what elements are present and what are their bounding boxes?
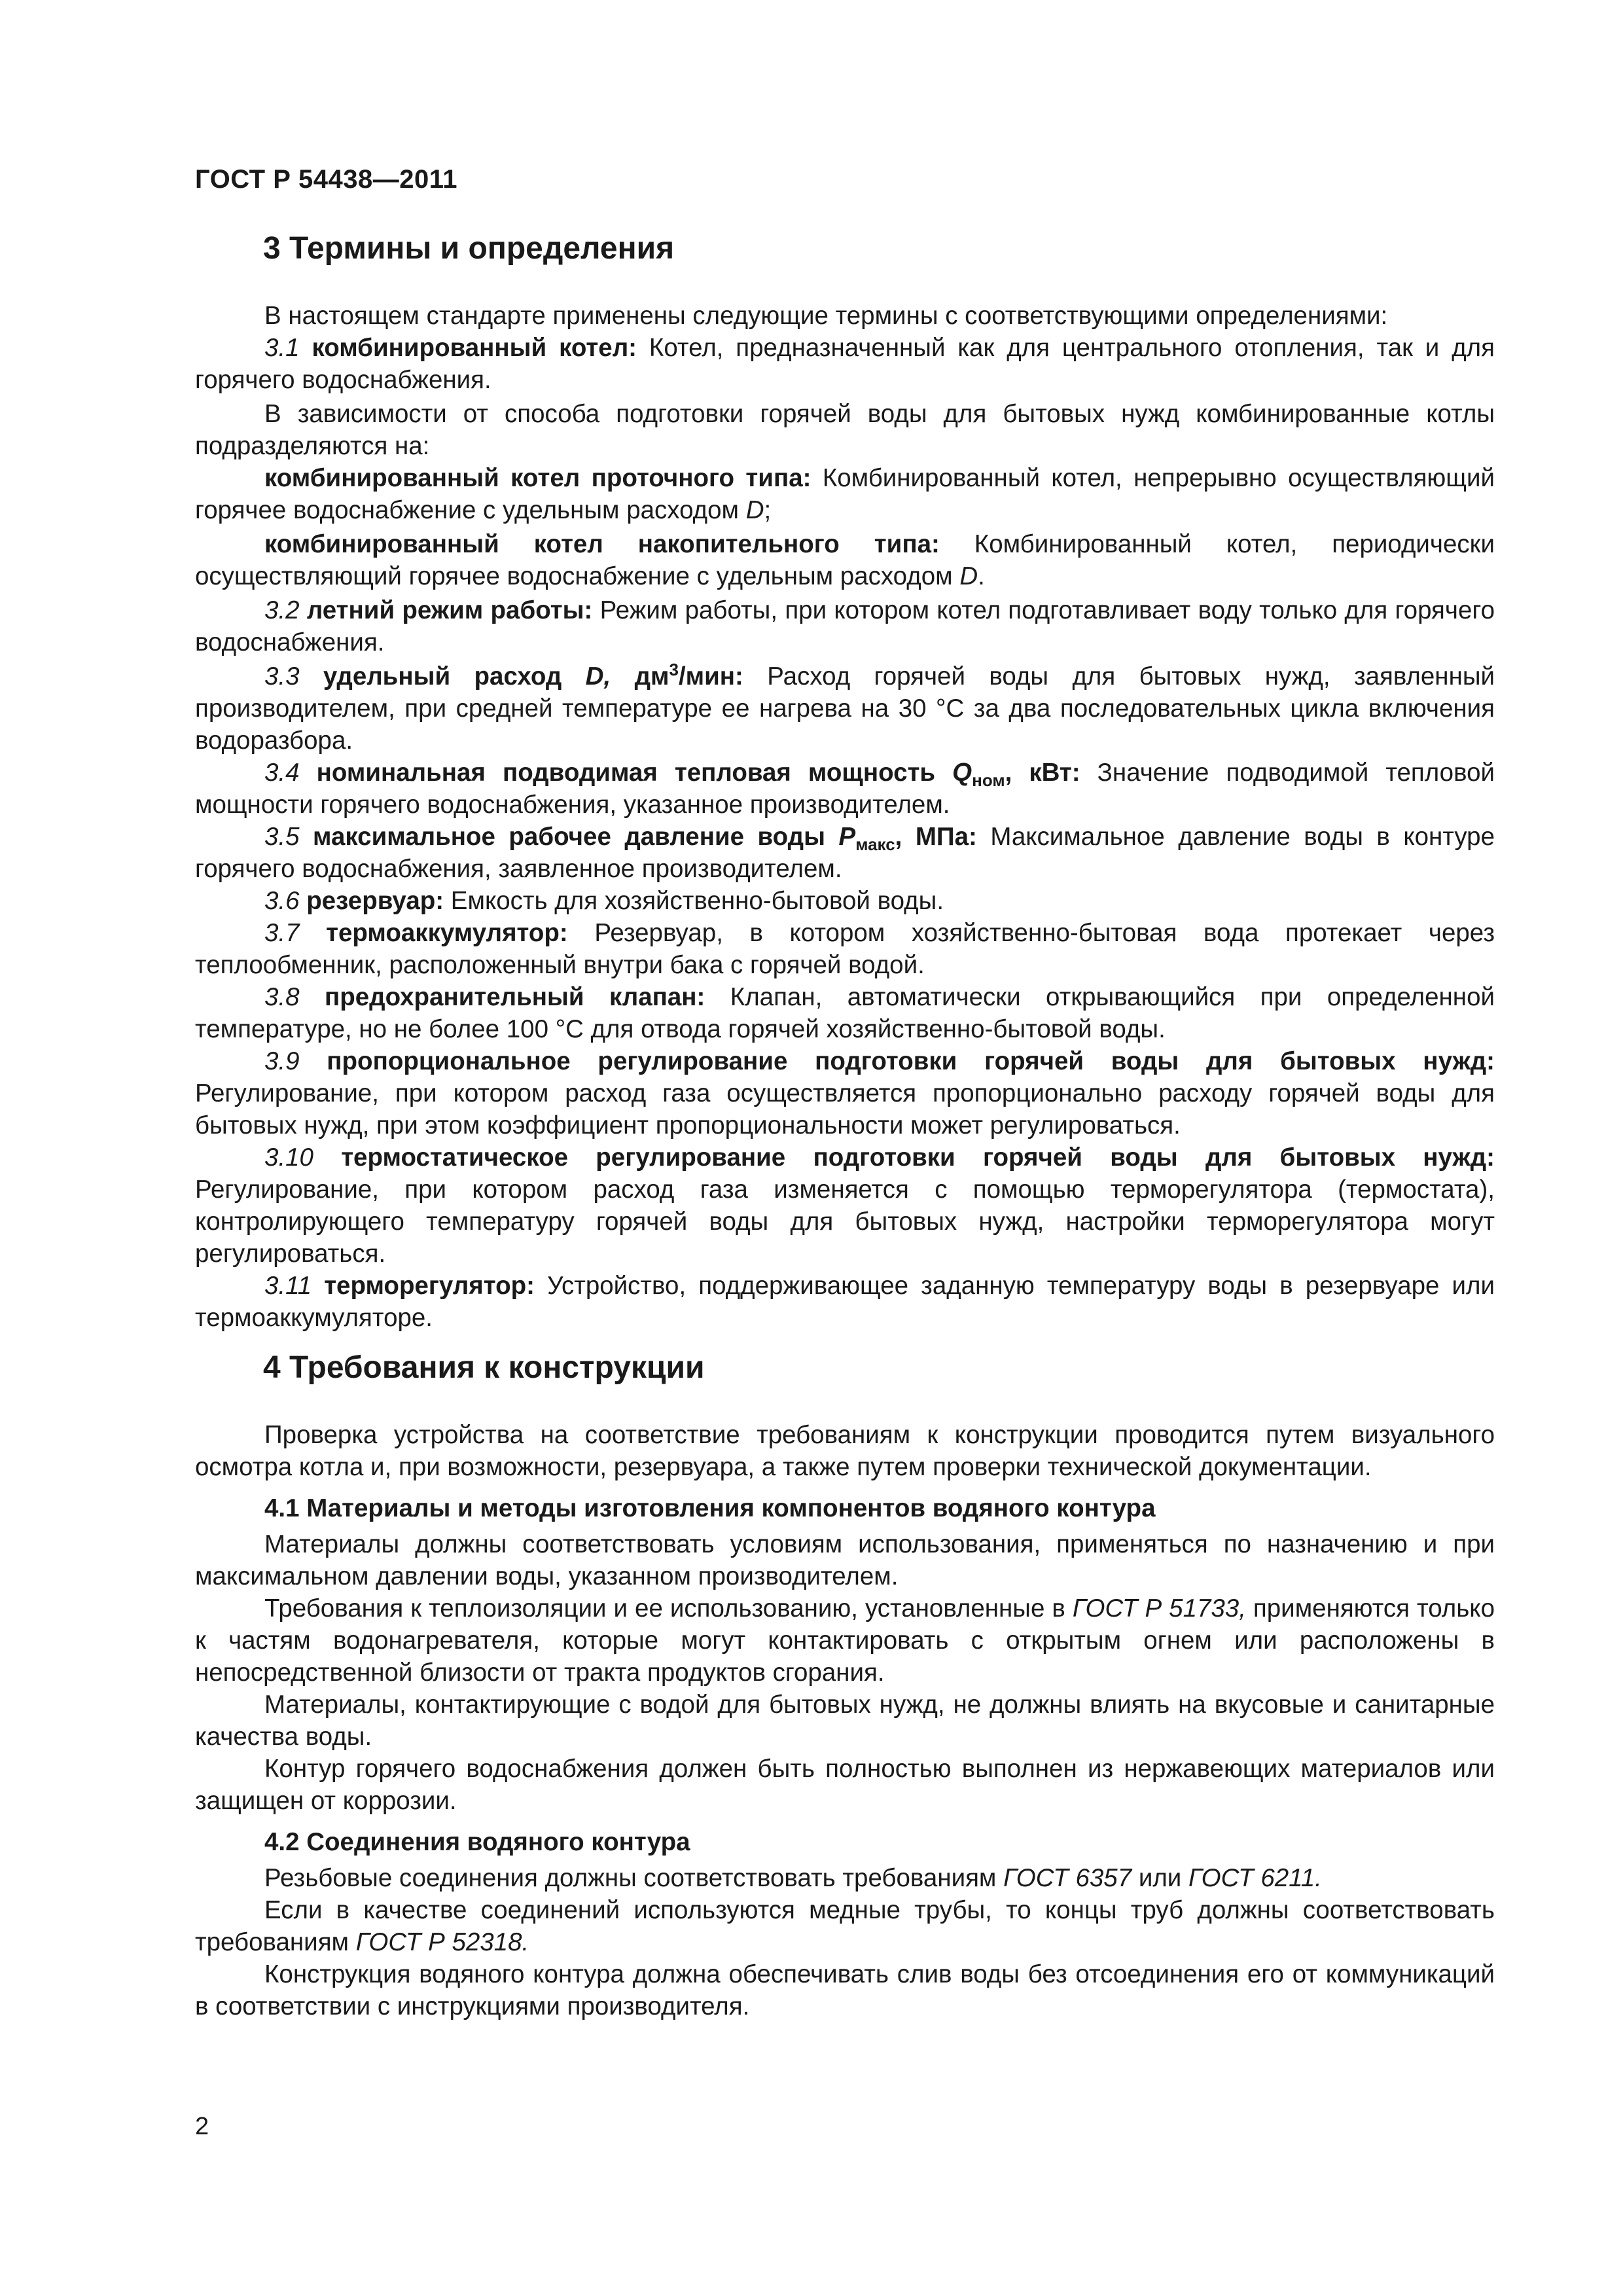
term-number: 3.10: [264, 1143, 313, 1172]
term-name: комбинированный котел:: [312, 334, 637, 362]
term-number: 3.3: [264, 662, 300, 691]
term-definition: Режим работы, при котором котел подготавливает воду только для горячего водоснабжения.: [195, 596, 1495, 656]
section-4-body: [195, 1419, 1495, 2022]
standard-reference: ГОСТ 6357: [1003, 1864, 1132, 1892]
term-name: комбинированный котел накопительного типа:: [264, 530, 940, 558]
paragraph: Материалы, контактирующие с водой для бытовых нужд, не должны влиять на вкусовые и санитарные качества воды.: [195, 1691, 1495, 1751]
term-name: номинальная подводимая тепловая мощность $Q_{ном}$, кВт:: [316, 759, 1080, 790]
section-4-intro: Проверка устройства на соответствие требованиям к конструкции проводится путем визуального осмотра котла и, при возможности, резервуара, а также путем проверки технической документации.: [195, 1421, 1495, 1481]
term-storage-type: [195, 528, 1495, 592]
term-3-1: [195, 332, 1495, 396]
term-number: 3.7: [264, 919, 300, 947]
variable: D: [959, 562, 978, 590]
term-name: удельный расход D, $дм^3$/мин:: [323, 660, 743, 691]
paragraph: Если в качестве соединений используются медные трубы, то концы труб должны соответствовать требованиям ГОСТ Р 52318.: [195, 1896, 1495, 1956]
paragraph: Требования к теплоизоляции и ее использованию, установленные в ГОСТ Р 51733, применяются только к частям водонагревателя, которые могут контактировать с открытым огнем или расположены в непосредственной близости от тракта продуктов сгорания.: [195, 1594, 1495, 1687]
standard-reference: ГОСТ 6211.: [1188, 1864, 1322, 1892]
term-3-2: [195, 594, 1495, 658]
term-name: термоаккумулятор:: [326, 919, 568, 947]
section-3-body: [195, 300, 1495, 1334]
standard-reference: ГОСТ Р 52318.: [355, 1928, 529, 1956]
term-definition: Регулирование, при котором расход газа изменяется с помощью терморегулятора (термостата), контролирующего температуру горячей воды для бытовых нужд, настройки терморегулятора могут регулироваться.: [195, 1175, 1495, 1268]
term-definition: Котел, предназначенный как для центрального отопления, так и для горячего водоснабжения.: [195, 334, 1495, 394]
term-3-9: [195, 1045, 1495, 1141]
term-flow-type: [195, 462, 1495, 526]
term-3-11: [195, 1270, 1495, 1334]
subsection-4-1-title: 4.1 Материалы и методы изготовления компонентов водяного контура: [264, 1494, 1156, 1522]
paragraph: Конструкция водяного контура должна обеспечивать слив воды без отсоединения его от коммуникаций в соответствии с инструкциями производителя.: [195, 1960, 1495, 2020]
term-3-10: [195, 1141, 1495, 1270]
variable: P: [838, 823, 856, 851]
section-3-intro: В настоящем стандарте применены следующие термины с соответствующими определениями:: [264, 302, 1388, 330]
subscript: ном: [972, 770, 1005, 790]
term-definition: Регулирование, при котором расход газа осуществляется пропорционально расходу горячей воды для бытовых нужд, при этом коэффициент пропорциональности может регулироваться.: [195, 1079, 1495, 1139]
term-definition: Комбинированный котел, непрерывно осуществляющий горячее водоснабжение с удельным расходом: [195, 464, 1495, 524]
term-3-7: [195, 917, 1495, 981]
subsection-4-2-title: 4.2 Соединения водяного контура: [264, 1828, 690, 1856]
term-3-8: [195, 981, 1495, 1045]
term-name: комбинированный котел проточного типа:: [264, 464, 812, 492]
term-3-4: [195, 757, 1495, 821]
term-number: 3.1: [264, 334, 300, 362]
term-name: резервуар:: [306, 887, 444, 915]
term-3-5: [195, 821, 1495, 885]
term-definition: Комбинированный котел, периодически осуществляющий горячее водоснабжение с удельным расходом: [195, 530, 1495, 590]
term-name: максимальное рабочее давление воды $P_{макс}$, МПа:: [313, 823, 977, 854]
term-number: 3.4: [264, 759, 300, 787]
term-number: 3.8: [264, 983, 300, 1011]
term-name: термостатическое регулирование подготовки горячей воды для бытовых нужд:: [341, 1143, 1495, 1172]
punctuation: ;: [764, 496, 772, 524]
term-3-6: [195, 885, 1495, 917]
variable: D,: [585, 662, 611, 691]
punctuation: .: [978, 562, 985, 590]
term-number: 3.11: [264, 1272, 312, 1300]
subscript: макс: [855, 834, 895, 854]
document-header: ГОСТ Р 54438—2011: [195, 165, 457, 194]
variable: D: [745, 496, 764, 524]
term-name: пропорциональное регулирование подготовки горячей воды для бытовых нужд:: [327, 1047, 1495, 1075]
term-definition: Значение подводимой тепловой мощности горячего водоснабжения, указанное производителем.: [195, 759, 1495, 819]
section-3-title: 3 Термины и определения: [263, 231, 675, 266]
term-definition: Расход горячей воды для бытовых нужд, заявленный производителем, при средней температуре ее нагрева на 30 °С за два последовательных цикла включения водоразбора.: [195, 662, 1495, 755]
term-definition: Резервуар, в котором хозяйственно-бытовая вода протекает через теплообменник, расположенный внутри бака с горячей водой.: [195, 919, 1495, 979]
section-4-title: 4 Требования к конструкции: [263, 1350, 705, 1385]
paragraph: Контур горячего водоснабжения должен быть полностью выполнен из нержавеющих материалов или защищен от коррозии.: [195, 1755, 1495, 1815]
term-number: 3.5: [264, 823, 300, 851]
term-3-3: [195, 660, 1495, 757]
paragraph: Резьбовые соединения должны соответствовать требованиям ГОСТ 6357 или ГОСТ 6211.: [264, 1864, 1322, 1892]
term-number: 3.6: [264, 887, 300, 915]
term-number: 3.2: [264, 596, 300, 624]
paragraph: Материалы должны соответствовать условиям использования, применяться по назначению и при максимальном давлении воды, указанном производителем.: [195, 1530, 1495, 1590]
term-name: терморегулятор:: [324, 1272, 535, 1300]
term-name: летний режим работы:: [306, 596, 593, 624]
subdivide-paragraph: В зависимости от способа подготовки горячей воды для бытовых нужд комбинированные котлы подразделяются на:: [195, 400, 1495, 460]
term-definition: Устройство, поддерживающее заданную температуру воды в резервуаре или термоаккумуляторе.: [195, 1272, 1495, 1332]
page-number: 2: [195, 2113, 209, 2140]
term-definition: Емкость для хозяйственно-бытовой воды.: [450, 887, 944, 915]
term-name: предохранительный клапан:: [324, 983, 705, 1011]
standard-reference: ГОСТ Р 51733,: [1072, 1594, 1246, 1623]
superscript: 3: [669, 660, 679, 679]
term-definition: Максимальное давление воды в контуре горячего водоснабжения, заявленное производителем.: [195, 823, 1495, 883]
term-number: 3.9: [264, 1047, 300, 1075]
term-definition: Клапан, автоматически открывающийся при определенной температуре, но не более 100 °С для отвода горячей хозяйственно-бытовой воды.: [195, 983, 1495, 1043]
variable: Q: [952, 759, 972, 787]
